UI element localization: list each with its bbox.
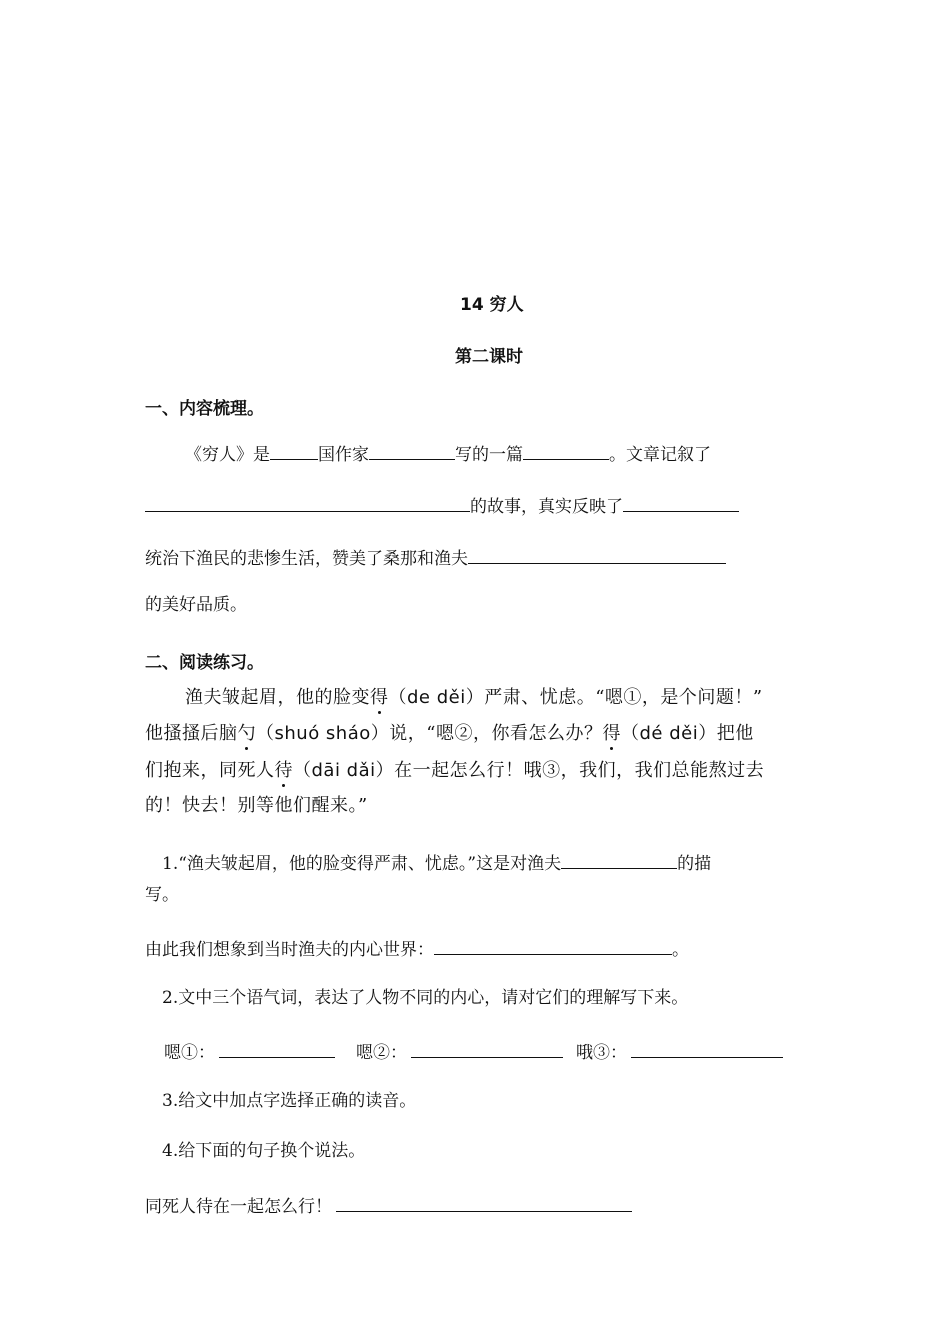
blank-author[interactable] [369, 443, 455, 460]
blank-genre[interactable] [523, 443, 609, 460]
blank-story[interactable] [145, 495, 470, 512]
question2-answer3 [576, 1041, 783, 1062]
lesson-title: 14 穷人 [460, 295, 524, 315]
question4-answer-line [145, 1195, 632, 1216]
text: 渔夫皱起眉，他的脸变 [185, 687, 370, 708]
question1-line1 [162, 852, 711, 873]
blank-en1[interactable] [219, 1041, 335, 1058]
question3: 3.给文中加点字选择正确的读音。 [162, 1091, 417, 1111]
section1-heading: 一、内容梳理。 [145, 399, 264, 419]
question1-line2: 写。 [145, 885, 179, 905]
text: 的描 [677, 854, 712, 874]
blank-quality[interactable] [468, 547, 726, 564]
text: 们抱来，同死人 [145, 760, 275, 781]
section1-line1 [185, 443, 711, 464]
dotted-char: 勺 [237, 723, 256, 744]
text: 严肃、忧虑。“嗯①，是个问题！” [484, 687, 763, 708]
dotted-char: 待 [274, 760, 293, 781]
text: 。 [672, 940, 689, 960]
dotted-char: 得 [602, 723, 621, 744]
passage-line4: 的！快去！别等他们醒来。” [145, 795, 368, 816]
text: 哦③： [576, 1043, 627, 1063]
question2: 2.文中三个语气词，表达了人物不同的内心，请对它们的理解写下来。 [162, 988, 689, 1008]
blank-inner-world[interactable] [434, 938, 672, 955]
question2-answer2 [356, 1041, 563, 1062]
section1-line4: 的美好品质。 [145, 595, 247, 615]
passage-line3 [145, 762, 764, 780]
question2-answer1 [164, 1041, 335, 1062]
passage-line1 [185, 689, 763, 707]
blank-rewrite[interactable] [336, 1195, 632, 1212]
blank-en2[interactable] [411, 1041, 563, 1058]
text: 统治下渔民的悲惨生活，赞美了桑那和渔夫 [145, 549, 468, 569]
section1-line2 [145, 495, 739, 516]
question4: 4.给下面的句子换个说法。 [162, 1141, 366, 1161]
question1-line3 [145, 938, 689, 959]
passage-line2 [145, 725, 754, 743]
dotted-char: 得 [370, 687, 389, 708]
blank-country[interactable] [270, 443, 318, 460]
pinyin-options: （de děi） [388, 687, 485, 708]
text: 嗯②： [356, 1043, 407, 1063]
text: 《穷人》是 [185, 445, 270, 465]
section2-heading: 二、阅读练习。 [145, 653, 264, 673]
text: 国作家 [318, 445, 369, 465]
text: 嗯①： [164, 1043, 215, 1063]
text: 同死人待在一起怎么行！ [145, 1197, 332, 1217]
text: 他搔搔后脑 [145, 723, 238, 744]
section1-line3 [145, 547, 726, 568]
text: 的故事，真实反映了 [470, 497, 623, 517]
text: 把他 [716, 723, 754, 744]
pinyin-options: （shuó sháo） [256, 723, 390, 744]
text: 写的一篇 [455, 445, 523, 465]
text: 。文章记叙了 [609, 445, 711, 465]
blank-regime[interactable] [623, 495, 739, 512]
blank-description-type[interactable] [561, 852, 677, 869]
text: 由此我们想象到当时渔夫的内心世界： [145, 940, 434, 960]
pinyin-options: （dé děi） [620, 723, 717, 744]
text: 在一起怎么行！哦③，我们，我们总能熬过去 [394, 760, 765, 781]
pinyin-options: （dāi dǎi） [293, 760, 395, 781]
text: 1.“渔夫皱起眉，他的脸变得严肃、忧虑。”这是对渔夫 [162, 854, 562, 874]
period-title: 第二课时 [455, 347, 523, 367]
blank-o3[interactable] [631, 1041, 783, 1058]
text: 说，“嗯②，你看怎么办？ [389, 723, 603, 744]
